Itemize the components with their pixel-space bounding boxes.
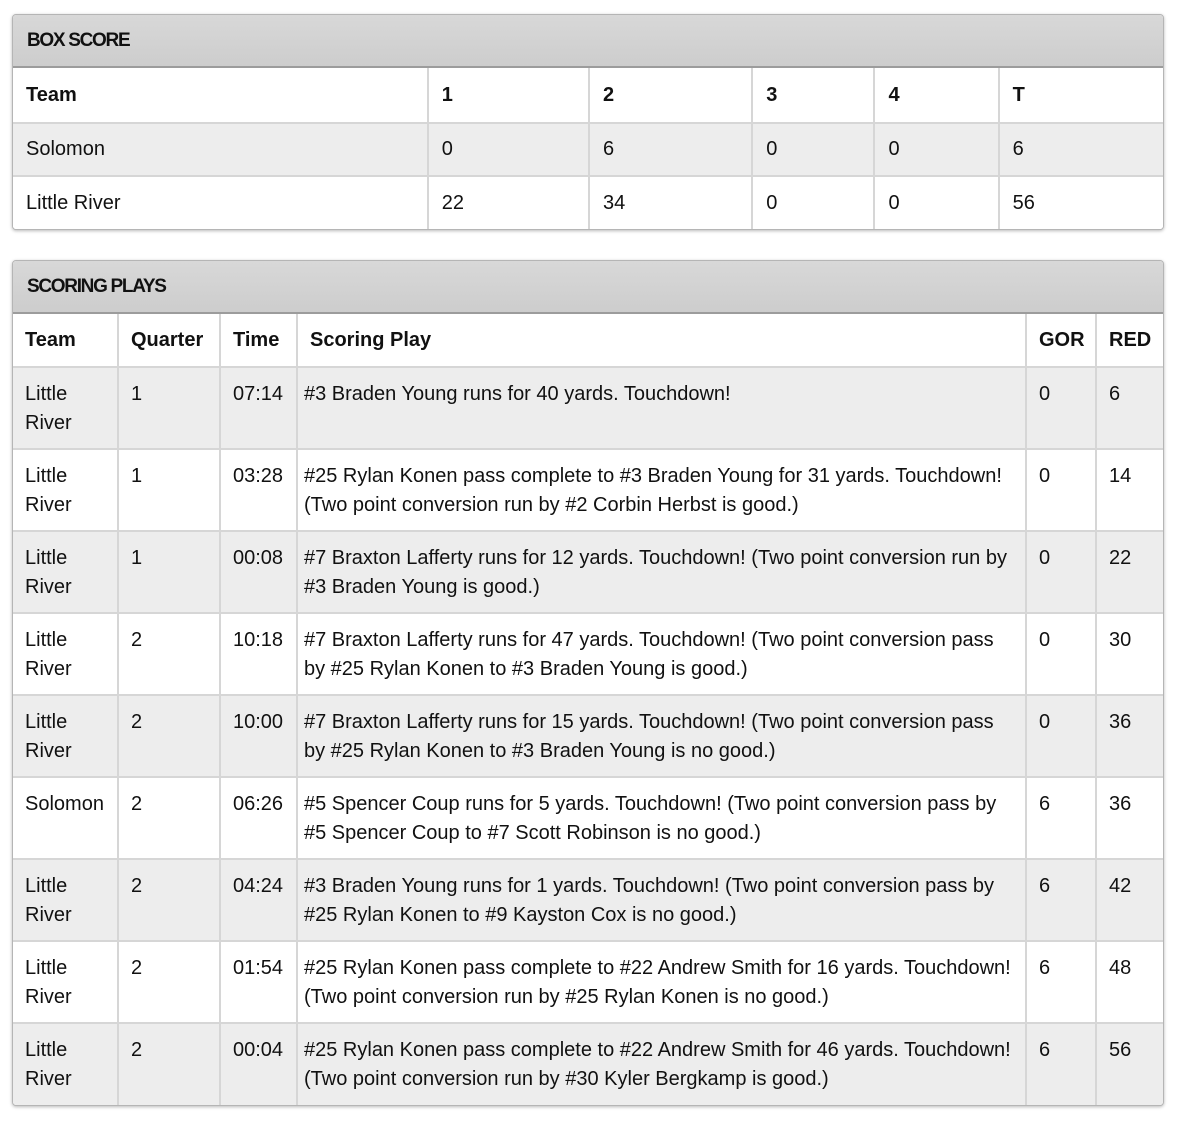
column-header-team: Team (13, 68, 428, 123)
team-cell: Solomon (13, 777, 118, 859)
q3-cell: 0 (752, 176, 874, 229)
gor-score-cell: 6 (1026, 941, 1096, 1023)
team-cell: Little River (13, 367, 118, 449)
red-score-cell: 42 (1096, 859, 1163, 941)
time-cell: 06:26 (220, 777, 297, 859)
column-header-quarter: Quarter (118, 314, 220, 367)
column-header-total: T (999, 68, 1163, 123)
team-cell: Little River (13, 859, 118, 941)
table-row (13, 367, 1163, 449)
red-score-cell: 48 (1096, 941, 1163, 1023)
quarter-cell: 1 (118, 449, 220, 531)
red-score-cell: 36 (1096, 777, 1163, 859)
scoring-plays-table (13, 314, 1163, 1105)
q3-cell: 0 (752, 123, 874, 176)
gor-score-cell: 0 (1026, 367, 1096, 449)
time-cell: 07:14 (220, 367, 297, 449)
column-header-gor: GOR (1026, 314, 1096, 367)
q4-cell: 0 (874, 123, 998, 176)
team-cell: Little River (13, 1023, 118, 1105)
gor-score-cell: 0 (1026, 531, 1096, 613)
scoring-play-cell: #3 Braden Young runs for 40 yards. Touchdown! (297, 367, 1026, 449)
quarter-cell: 2 (118, 695, 220, 777)
q2-cell: 6 (589, 123, 752, 176)
total-cell: 56 (999, 176, 1163, 229)
scoring-play-cell: #3 Braden Young runs for 1 yards. Touchdown! (Two point conversion pass by #25 Rylan Konen to #9 Kayston Cox is no good.) (297, 859, 1026, 941)
red-score-cell: 56 (1096, 1023, 1163, 1105)
quarter-cell: 2 (118, 777, 220, 859)
table-row (13, 449, 1163, 531)
gor-score-cell: 0 (1026, 613, 1096, 695)
team-cell: Little River (13, 176, 428, 229)
column-header-team: Team (13, 314, 118, 367)
scoring-plays-header-row (13, 314, 1163, 367)
scoring-plays-header (13, 261, 1163, 314)
table-row (13, 613, 1163, 695)
scoring-play-cell: #7 Braxton Lafferty runs for 12 yards. Touchdown! (Two point conversion run by #3 Braden Young is good.) (297, 531, 1026, 613)
red-score-cell: 36 (1096, 695, 1163, 777)
team-cell: Little River (13, 695, 118, 777)
box-score-panel (12, 14, 1164, 230)
table-row (13, 176, 1163, 229)
column-header-q3: 3 (752, 68, 874, 123)
time-cell: 10:18 (220, 613, 297, 695)
red-score-cell: 30 (1096, 613, 1163, 695)
quarter-cell: 2 (118, 613, 220, 695)
scoring-play-cell: #5 Spencer Coup runs for 5 yards. Touchdown! (Two point conversion pass by #5 Spencer Coup to #7 Scott Robinson is no good.) (297, 777, 1026, 859)
gor-score-cell: 6 (1026, 777, 1096, 859)
scoring-play-cell: #25 Rylan Konen pass complete to #3 Braden Young for 31 yards. Touchdown! (Two point conversion run by #2 Corbin Herbst is good.) (297, 449, 1026, 531)
team-cell: Solomon (13, 123, 428, 176)
total-cell: 6 (999, 123, 1163, 176)
time-cell: 00:08 (220, 531, 297, 613)
table-row (13, 531, 1163, 613)
time-cell: 03:28 (220, 449, 297, 531)
team-cell: Little River (13, 449, 118, 531)
q2-cell: 34 (589, 176, 752, 229)
quarter-cell: 2 (118, 859, 220, 941)
red-score-cell: 6 (1096, 367, 1163, 449)
red-score-cell: 22 (1096, 531, 1163, 613)
box-score-header (13, 15, 1163, 68)
team-cell: Little River (13, 941, 118, 1023)
table-row (13, 695, 1163, 777)
table-row (13, 1023, 1163, 1105)
quarter-cell: 2 (118, 1023, 220, 1105)
table-row (13, 859, 1163, 941)
q4-cell: 0 (874, 176, 998, 229)
gor-score-cell: 6 (1026, 1023, 1096, 1105)
quarter-cell: 1 (118, 531, 220, 613)
column-header-q1: 1 (428, 68, 589, 123)
team-cell: Little River (13, 613, 118, 695)
table-row (13, 777, 1163, 859)
time-cell: 01:54 (220, 941, 297, 1023)
box-score-header-row (13, 68, 1163, 123)
scoring-plays-panel (12, 260, 1164, 1106)
scoring-play-cell: #7 Braxton Lafferty runs for 47 yards. Touchdown! (Two point conversion pass by #25 Rylan Konen to #3 Braden Young is good.) (297, 613, 1026, 695)
gor-score-cell: 0 (1026, 449, 1096, 531)
scoring-play-cell: #7 Braxton Lafferty runs for 15 yards. Touchdown! (Two point conversion pass by #25 Rylan Konen to #3 Braden Young is no good.) (297, 695, 1026, 777)
table-row (13, 941, 1163, 1023)
time-cell: 00:04 (220, 1023, 297, 1105)
team-cell: Little River (13, 531, 118, 613)
quarter-cell: 2 (118, 941, 220, 1023)
gor-score-cell: 0 (1026, 695, 1096, 777)
red-score-cell: 14 (1096, 449, 1163, 531)
time-cell: 04:24 (220, 859, 297, 941)
column-header-time: Time (220, 314, 297, 367)
scoring-play-cell: #25 Rylan Konen pass complete to #22 Andrew Smith for 46 yards. Touchdown! (Two point conversion run by #30 Kyler Bergkamp is good.) (297, 1023, 1026, 1105)
scoring-play-cell: #25 Rylan Konen pass complete to #22 Andrew Smith for 16 yards. Touchdown! (Two point conversion run by #25 Rylan Konen is no good.) (297, 941, 1026, 1023)
table-row (13, 123, 1163, 176)
q1-cell: 22 (428, 176, 589, 229)
q1-cell: 0 (428, 123, 589, 176)
box-score-table (13, 68, 1163, 229)
gor-score-cell: 6 (1026, 859, 1096, 941)
column-header-q4: 4 (874, 68, 998, 123)
box-score-title: BOX SCORE (27, 29, 130, 51)
quarter-cell: 1 (118, 367, 220, 449)
scoring-plays-title: SCORING PLAYS (27, 275, 166, 297)
time-cell: 10:00 (220, 695, 297, 777)
column-header-q2: 2 (589, 68, 752, 123)
column-header-scoring-play: Scoring Play (297, 314, 1026, 367)
column-header-red: RED (1096, 314, 1163, 367)
